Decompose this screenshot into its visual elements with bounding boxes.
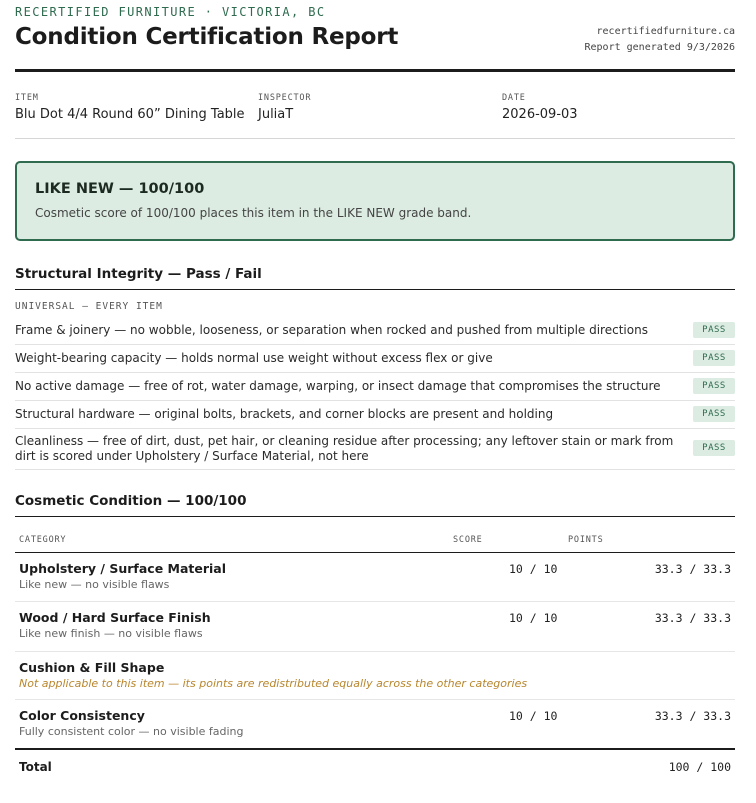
total-divider <box>15 748 735 750</box>
date-value: 2026-09-03 <box>502 107 578 122</box>
category-note: Like new — no visible flaws <box>19 578 170 591</box>
cosmetic-section-title: Cosmetic Condition — 100/100 <box>15 493 247 509</box>
total-value: 100 / 100 <box>668 760 731 774</box>
category-score: 10 / 10 <box>509 709 558 723</box>
table-row-divider <box>15 601 735 602</box>
category-name: Color Consistency <box>19 708 145 723</box>
category-score: 10 / 10 <box>509 562 558 576</box>
table-row-divider <box>15 699 735 700</box>
pass-badge: PASS <box>693 440 735 456</box>
table-row-divider <box>15 651 735 652</box>
category-note: Fully consistent color — no visible fading <box>19 725 244 738</box>
grade-banner <box>15 161 735 241</box>
column-header-category: CATEGORY <box>19 535 67 545</box>
structural-subtitle: UNIVERSAL — EVERY ITEM <box>15 301 163 312</box>
structural-divider <box>15 289 735 290</box>
header-divider <box>15 69 735 72</box>
inspector-value: JuliaT <box>258 107 294 122</box>
check-row <box>15 373 735 401</box>
cosmetic-divider <box>15 516 735 517</box>
category-score: 10 / 10 <box>509 611 558 625</box>
check-row <box>15 401 735 429</box>
inspector-label: INSPECTOR <box>258 93 312 103</box>
category-points: 33.3 / 33.3 <box>654 562 731 576</box>
check-text: Structural hardware — original bolts, brackets, and corner blocks are present and holding <box>15 407 554 421</box>
report-meta <box>584 24 735 56</box>
total-label: Total <box>19 760 52 774</box>
pass-badge: PASS <box>693 322 735 338</box>
structural-section-title: Structural Integrity — Pass / Fail <box>15 266 262 282</box>
info-divider <box>15 138 735 139</box>
category-points: 33.3 / 33.3 <box>654 611 731 625</box>
website-url: recertifiedfurniture.ca <box>596 26 735 37</box>
column-header-score: SCORE <box>453 535 483 545</box>
check-row <box>15 317 735 345</box>
category-note: Like new finish — no visible flaws <box>19 627 203 640</box>
generated-date: Report generated 9/3/2026 <box>584 42 735 53</box>
pass-badge: PASS <box>693 406 735 422</box>
check-text: Frame & joinery — no wobble, looseness, or separation when rocked and pushed from multiple directions <box>15 323 648 337</box>
category-points: 33.3 / 33.3 <box>654 709 731 723</box>
category-name: Wood / Hard Surface Finish <box>19 610 211 625</box>
column-header-points: POINTS <box>568 535 604 545</box>
grade-description: Cosmetic score of 100/100 places this item in the LIKE NEW grade band. <box>35 206 472 220</box>
pass-badge: PASS <box>693 378 735 394</box>
check-row <box>15 345 735 373</box>
item-label: ITEM <box>15 93 39 103</box>
grade-title: LIKE NEW — 100/100 <box>35 181 205 197</box>
brand-line: RECERTIFIED FURNITURE · VICTORIA, BC <box>15 5 326 19</box>
date-label: DATE <box>502 93 526 103</box>
pass-badge: PASS <box>693 350 735 366</box>
category-note-not-applicable: Not applicable to this item — its points are redistributed equally across the other categories <box>19 677 528 690</box>
category-name: Cushion & Fill Shape <box>19 660 165 675</box>
page-title: Condition Certification Report <box>15 24 399 50</box>
item-value: Blu Dot 4/4 Round 60” Dining Table <box>15 107 245 122</box>
check-row <box>15 429 735 470</box>
table-header-divider <box>15 552 735 553</box>
check-text: No active damage — free of rot, water damage, warping, or insect damage that compromises the structure <box>15 379 661 393</box>
check-text: Weight-bearing capacity — holds normal use weight without excess flex or give <box>15 351 493 365</box>
category-name: Upholstery / Surface Material <box>19 561 227 576</box>
check-text: Cleanliness — free of dirt, dust, pet hair, or cleaning residue after processing; any leftover stain or mark from dirt is scored under Upholstery / Surface Material, not here <box>15 434 674 463</box>
